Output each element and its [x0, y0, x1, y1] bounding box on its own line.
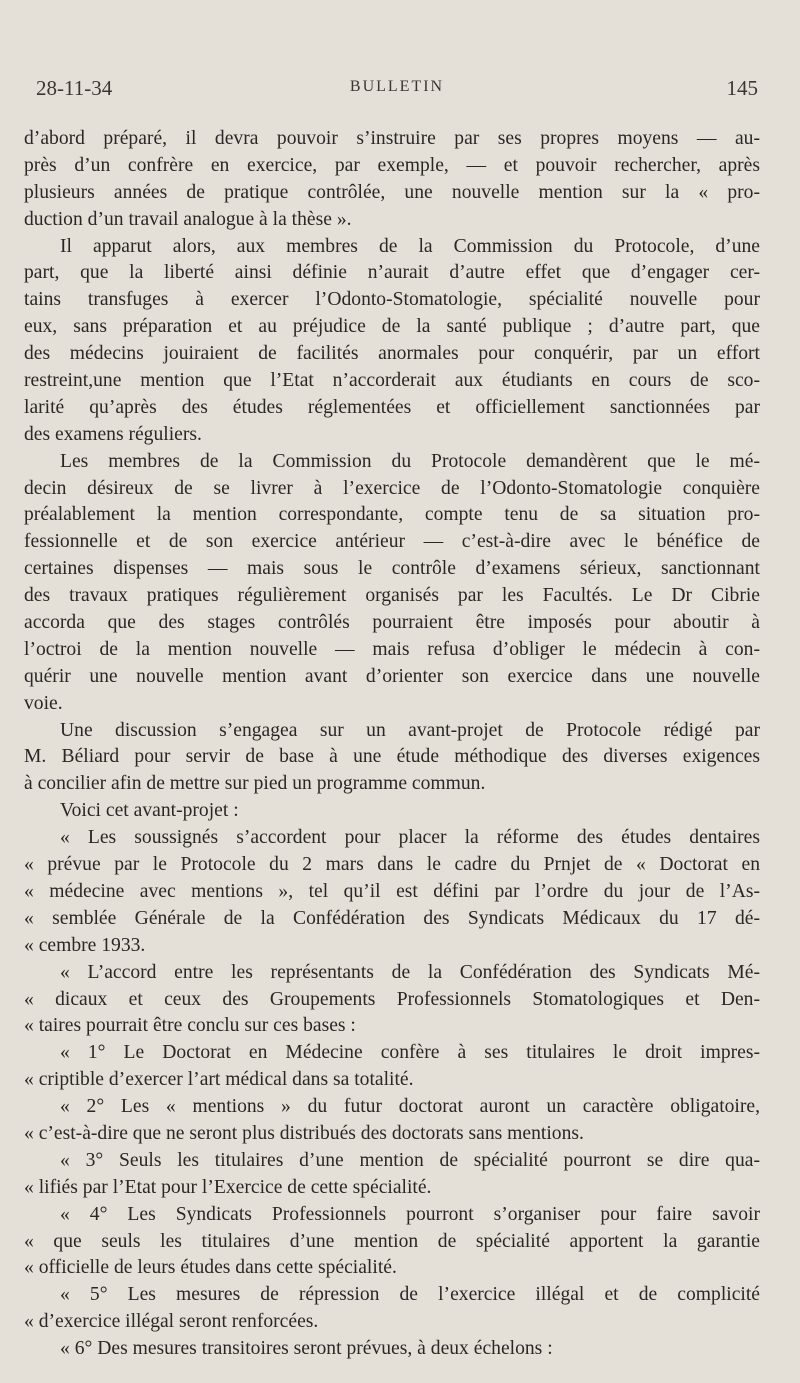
text-line: « d’exercice illégal seront renforcées. [24, 1311, 319, 1333]
text-line: « 5° Les mesures de répression de l’exercice illégal et de complicité [60, 1284, 760, 1306]
text-line: « 1° Le Doctorat en Médecine confère à ses titulaires le droit impres- [60, 1042, 760, 1064]
text-line: « que seuls les titulaires d’une mention de spécialité apportent la garantie [24, 1230, 760, 1252]
text-line: préalablement la mention correspondante, compte tenu de sa situation pro- [24, 504, 760, 526]
text-line: « 6° Des mesures transitoires seront prévues, à deux échelons : [60, 1338, 553, 1360]
text-line: larité qu’après des études réglementées et officiellement sanctionnées par [24, 396, 760, 418]
text-line: certaines dispenses — mais sous le contrôle d’examens sérieux, sanctionnant [24, 558, 760, 580]
text-line: « 3° Seuls les titulaires d’une mention de spécialité pourront se dire qua- [60, 1149, 760, 1171]
text-line: voie. [24, 692, 63, 714]
body-text [24, 126, 760, 1363]
text-line: Voici cet avant-projet : [60, 800, 239, 822]
text-line: « semblée Générale de la Confédération des Syndicats Médicaux du 17 dé- [24, 907, 760, 929]
text-line: fessionnelle et de son exercice antérieur — c’est-à-dire avec le bénéfice de [24, 531, 760, 553]
text-line: Une discussion s’engagea sur un avant-projet de Protocole rédigé par [60, 719, 760, 741]
text-line: des examens réguliers. [24, 423, 202, 445]
header-title: BULLETIN [349, 78, 445, 95]
text-line: « lifiés par l’Etat pour l’Exercice de cette spécialité. [24, 1176, 432, 1198]
header-date: 28-11-34 [36, 76, 113, 100]
text-line: duction d’un travail analogue à la thèse ». [24, 208, 352, 230]
text-line: quérir une nouvelle mention avant d’orienter son exercice dans une nouvelle [24, 665, 760, 687]
text-line: près d’un confrère en exercice, par exemple, — et pouvoir rechercher, après [24, 154, 760, 176]
text-line: d’abord préparé, il devra pouvoir s’instruire par ses propres moyens — au- [24, 128, 760, 149]
text-line: restreint,une mention que l’Etat n’accorderait aux étudiants en cours de sco- [24, 370, 760, 392]
text-line: decin désireux de se livrer à l’exercice de l’Odonto-Stomatologie conquière [24, 477, 760, 499]
text-line: « 2° Les « mentions » du futur doctorat auront un caractère obligatoire, [60, 1096, 760, 1118]
text-line: « c’est-à-dire que ne seront plus distribués des doctorats sans mentions. [24, 1122, 584, 1144]
text-line: « cembre 1933. [24, 934, 146, 956]
text-line: part, que la liberté ainsi définie n’aurait d’autre effet que d’engager cer- [24, 262, 760, 284]
text-line: Les membres de la Commission du Protocole demandèrent que le mé- [60, 450, 760, 472]
text-line: Il apparut alors, aux membres de la Commission du Protocole, d’une [60, 235, 760, 257]
text-line: « criptible d’exercer l’art médical dans sa totalité. [24, 1069, 414, 1091]
page-number: 145 [726, 76, 758, 100]
text-line: tains transfuges à exercer l’Odonto-Stomatologie, spécialité nouvelle pour [24, 289, 760, 311]
text-line: « Les soussignés s’accordent pour placer la réforme des études dentaires [60, 827, 760, 849]
text-line: M. Béliard pour servir de base à une étude méthodique des diverses exigences [24, 746, 760, 768]
text-line: eux, sans préparation et au préjudice de la santé publique ; d’autre part, que [24, 316, 760, 338]
text-line: des travaux pratiques régulièrement organisés par les Facultés. Le Dr Cibrie [24, 585, 760, 607]
text-line: l’octroi de la mention nouvelle — mais refusa d’obliger le médecin à con- [24, 638, 760, 660]
text-line: des médecins jouiraient de facilités anormales pour conquérir, par un effort [24, 343, 760, 365]
text-line: plusieurs années de pratique contrôlée, une nouvelle mention sur la « pro- [24, 181, 760, 203]
text-line: « médecine avec mentions », tel qu’il est défini par l’ordre du jour de l’As- [24, 880, 760, 902]
text-line: « dicaux et ceux des Groupements Professionnels Stomatologiques et Den- [24, 988, 760, 1010]
text-line: accorda que des stages contrôlés pourraient être imposés pour aboutir à [24, 612, 760, 634]
text-line: « taires pourrait être conclu sur ces bases : [24, 1015, 356, 1037]
text-line: « officielle de leurs études dans cette spécialité. [24, 1257, 397, 1279]
text-line: « L’accord entre les représentants de la Confédération des Syndicats Mé- [60, 961, 760, 983]
running-header [36, 76, 758, 106]
text-line: « prévue par le Protocole du 2 mars dans le cadre du Prnjet de « Doctorat en [24, 854, 760, 876]
text-line: « 4° Les Syndicats Professionnels pourront s’organiser pour faire savoir [60, 1203, 760, 1225]
text-line: à concilier afin de mettre sur pied un programme commun. [24, 773, 486, 795]
